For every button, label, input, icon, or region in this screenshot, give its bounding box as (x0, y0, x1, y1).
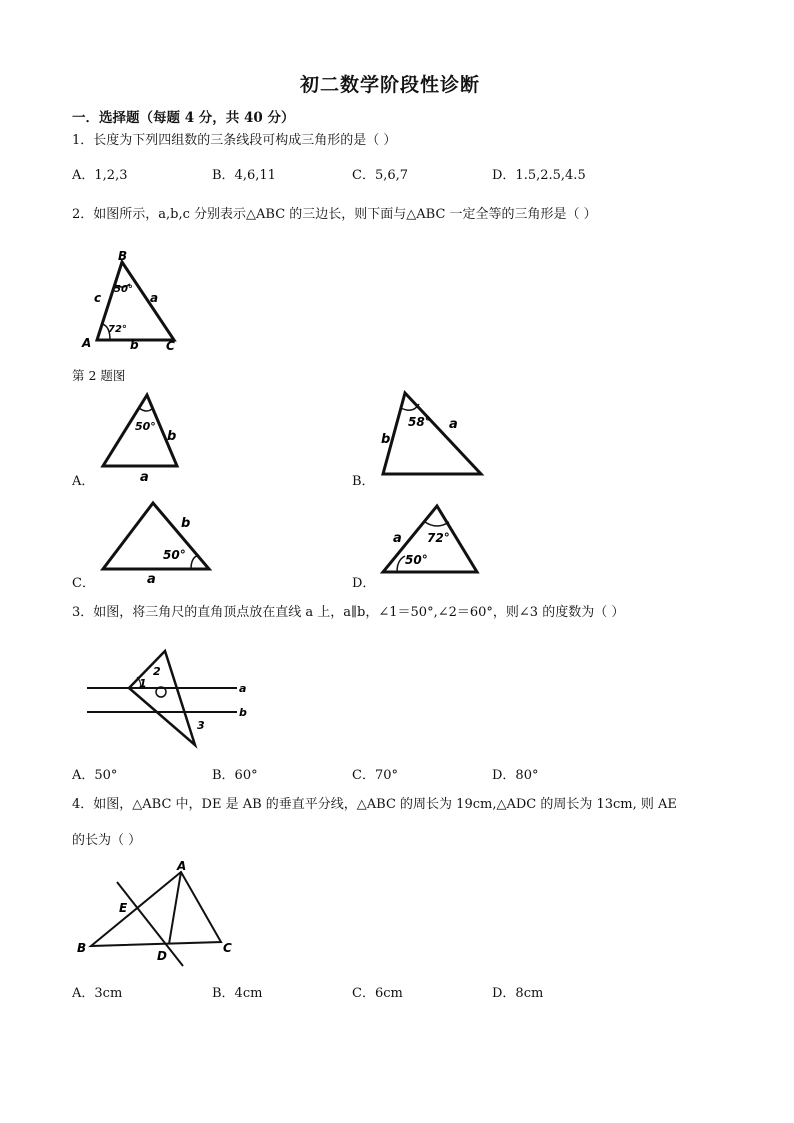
figure-caption-q2: 第 2 题图 (72, 368, 126, 383)
q2-option-d-triangle (375, 500, 485, 580)
option-c-side-b: b (181, 516, 191, 531)
angle-A-label: 72° (108, 324, 127, 335)
q2-option-d-label: D． (352, 576, 376, 591)
q3-option-c: C．70° (352, 768, 398, 783)
angle-B-label: 50° (114, 284, 133, 295)
q1-option-b: B．4,6,11 (212, 168, 276, 183)
option-c-side-a: a (147, 572, 156, 587)
q3-parallel-lines-figure (85, 645, 255, 750)
q4-perpendicular-bisector-figure (75, 858, 245, 968)
point-E-label: E (119, 901, 128, 915)
option-a-side-a: a (140, 470, 149, 485)
q4-option-c: C．6cm (352, 986, 403, 1001)
question-4-stem-line2: 的长为（ ） (72, 833, 142, 848)
q3-option-b: B．60° (212, 768, 258, 783)
point-A-label: A (177, 859, 187, 873)
option-a-angle: 50° (135, 420, 156, 433)
option-b-angle: 58° (408, 415, 431, 429)
angle-3-label: 3 (197, 719, 205, 732)
q2-option-b-label: B． (352, 474, 375, 489)
label-A: A (82, 336, 92, 350)
option-b-side-a: a (449, 417, 458, 432)
option-d-angle-top: 72° (427, 531, 450, 545)
q2-option-b-triangle (375, 388, 495, 483)
q4-option-d: D．8cm (492, 986, 544, 1001)
q4-option-b: B．4cm (212, 986, 263, 1001)
line-a-label: a (239, 682, 247, 695)
label-b: b (130, 338, 139, 352)
q1-option-d: D．1.5,2.5,4.5 (492, 168, 586, 183)
q2-option-c-label: C． (72, 576, 95, 591)
page-title: 初二数学阶段性诊断 (300, 74, 481, 96)
q3-option-a: A．50° (72, 768, 118, 783)
label-a: a (150, 291, 159, 305)
angle-2-label: 2 (153, 665, 161, 678)
question-3-stem: 3．如图，将三角尺的直角顶点放在直线 a 上，a∥b，∠1＝50°,∠2＝60°，则∠3 的度数为（ ） (72, 605, 625, 620)
q3-option-d: D．80° (492, 768, 539, 783)
point-D-label: D (157, 949, 167, 963)
q2-main-triangle-figure (70, 244, 190, 354)
line-b-label: b (239, 706, 247, 719)
question-1-stem: 1．长度为下列四组数的三条线段可构成三角形的是（ ） (72, 133, 397, 148)
label-c: c (94, 291, 102, 305)
section-heading: 一．选择题（每题 4 分，共 40 分） (72, 110, 295, 126)
q2-option-a-triangle (95, 390, 195, 485)
question-4-stem-line1: 4．如图，△ABC 中，DE 是 AB 的垂直平分线，△ABC 的周长为 19cm,△ADC 的周长为 13cm, 则 AE (72, 797, 677, 812)
option-a-side-b: b (167, 429, 177, 444)
question-2-stem: 2．如图所示，a,b,c 分别表示△ABC 的三边长，则下面与△ABC 一定全等的三角形是（ ） (72, 207, 597, 222)
option-c-angle: 50° (163, 548, 186, 562)
option-d-angle-bottom: 50° (405, 553, 428, 567)
q2-option-c-triangle (95, 495, 225, 585)
q1-option-c: C．5,6,7 (352, 168, 409, 183)
q4-option-a: A．3cm (72, 986, 123, 1001)
label-B: B (118, 249, 128, 263)
angle-1-label: 1 (139, 677, 147, 690)
option-d-side-a: a (393, 531, 402, 546)
label-C: C (166, 339, 175, 353)
point-B-label: B (77, 941, 87, 955)
option-b-side-b: b (381, 432, 391, 447)
q1-option-a: A．1,2,3 (72, 168, 128, 183)
point-C-label: C (223, 941, 232, 955)
q2-option-a-label: A． (72, 474, 95, 489)
